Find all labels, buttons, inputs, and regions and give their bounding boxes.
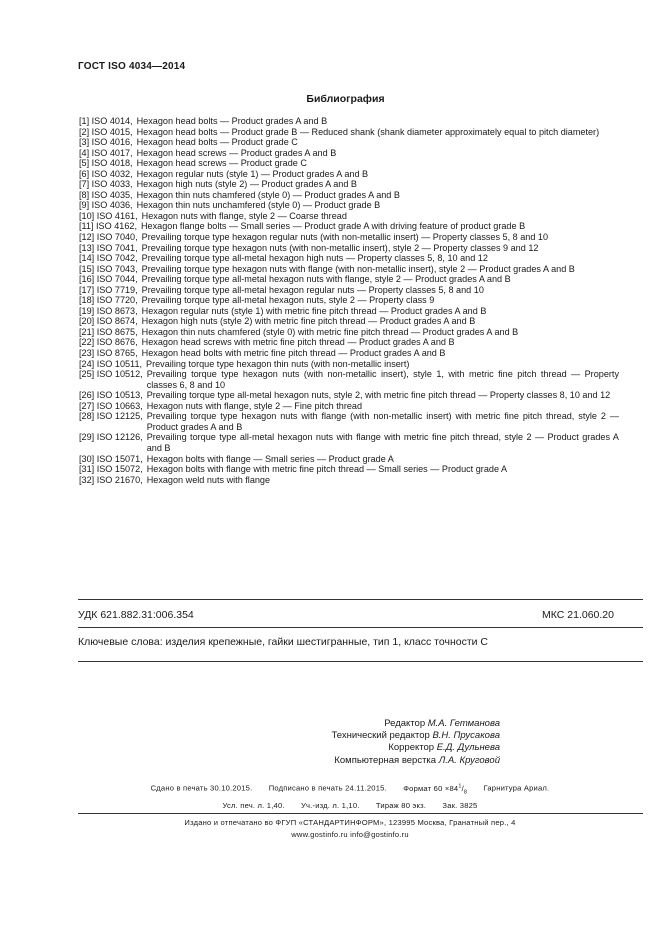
reference-number: [20] ISO 8674, [79,316,138,327]
bibliography-item [79,411,619,432]
bibliography-item [79,264,619,275]
document-code: ГОСТ ISO 4034—2014 [78,61,186,72]
reference-title: Hexagon thin nuts chamfered (style 0) — Product grades A and B [136,189,400,200]
editor-row [150,742,500,754]
divider [78,813,643,814]
publisher-block [70,817,630,841]
reference-number: [25] ISO 10512, [79,369,143,380]
bibliography-list [79,116,619,485]
editor-role: Технический редактор [331,730,430,742]
reference-number: [1] ISO 4014, [79,116,133,126]
reference-title: Prevailing torque type all-metal hexagon nuts with flange, style 2 — Product grades A and B [141,274,511,285]
reference-title: Hexagon head bolts — Product grade B — Reduced shank (shank diameter approximately equal to pitch diameter) [136,126,600,137]
editor-row [150,755,500,767]
reference-number: [22] ISO 8676, [79,337,138,348]
reference-title: Hexagon weld nuts with flange [146,474,271,485]
udk-code: УДК 621.882.31:006.354 [78,609,194,621]
reference-number: [10] ISO 4161, [79,210,138,221]
reference-number: [5] ISO 4018, [79,158,133,169]
reference-title: Prevailing torque type all-metal hexagon nuts, style 2, with metric fine pitch thread — Property classes 8, 10 and 12 [146,390,611,401]
divider [78,627,643,628]
email-link[interactable]: info@gostinfo.ru [350,830,409,839]
editor-row [150,718,500,730]
bibliography-item [79,243,619,254]
mks-code: МКС 21.060.20 [542,609,614,621]
bibliography-item [79,221,619,232]
bibliography-item [79,158,619,169]
order-number: Зак. 3825 [442,801,478,811]
editors-block [150,718,500,767]
reference-title: Prevailing torque type hexagon thin nuts (with non-metallic insert) [146,358,410,369]
reference-title: Hexagon head bolts with metric fine pitch thread — Product grades A and B [141,348,446,359]
editor-name: Л.А. Круговой [438,754,500,766]
publisher-address: Издано и отпечатано во ФГУП «СТАНДАРТИНФОРМ», 123995 Москва, Гранатный пер., 4 [184,818,516,827]
reference-title: Prevailing torque type all-metal hexagon nuts, style 2 — Property class 9 [141,295,435,306]
bibliography-item [79,148,619,159]
imprint-line-1 [70,780,630,799]
reference-number: [4] ISO 4017, [79,147,133,158]
reference-title: Hexagon thin nuts chamfered (style 0) with metric fine pitch thread — Product grades A and B [141,326,519,337]
bibliography-item [79,253,619,264]
reference-number: [15] ISO 7043, [79,263,138,274]
reference-number: [13] ISO 7041, [79,242,138,253]
bibliography-item [79,190,619,201]
bibliography-item [79,475,619,486]
reference-number: [3] ISO 4016, [79,137,133,148]
signed-publish: Подписано в печать 24.11.2015. [268,783,387,793]
bibliography-item [79,200,619,211]
reference-number: [31] ISO 15072, [79,464,143,475]
bibliography-item [79,454,619,465]
reference-number: [16] ISO 7044, [79,274,138,285]
bibliography-item [79,169,619,180]
bibliography-item [79,137,619,148]
bibliography-item [79,401,619,412]
reference-number: [28] ISO 12125, [79,411,143,422]
bibliography-item [79,337,619,348]
bibliography-item [79,432,619,453]
reference-number: [6] ISO 4032, [79,168,133,179]
print-sheets: Усл. печ. л. 1,40. [222,801,285,811]
bibliography-item [79,369,619,390]
imprint-block [70,780,630,812]
keywords: Ключевые слова: изделия крепежные, гайки шестигранные, тип 1, класс точности С [78,636,489,648]
editor-row [150,730,500,742]
reference-title: Prevailing torque type hexagon regular nuts (with non-metallic insert) — Property classes 5, 8 and 10 [141,232,549,243]
editor-name: М.А. Гетманова [427,718,500,729]
typeface: Гарнитура Ариал. [483,783,550,793]
reference-title: Hexagon head screws — Product grade C [136,158,307,169]
reference-title: Prevailing torque type all-metal hexagon regular nuts — Property classes 5, 8 and 10 [141,284,484,295]
reference-number: [12] ISO 7040, [79,232,138,243]
reference-number: [23] ISO 8765, [79,348,138,359]
editor-name: В.Н. Прусакова [432,730,500,742]
reference-number: [17] ISO 7719, [79,284,138,295]
reference-number: [30] ISO 15071, [79,453,143,464]
editor-name: Е.Д. Дульнева [436,742,500,754]
reference-title: Hexagon nuts with flange, style 2 — Fine pitch thread [146,400,363,411]
reference-number: [27] ISO 10663, [79,400,143,411]
bibliography-item [79,348,619,359]
reference-title: Hexagon bolts with flange — Small series — Product grade A [146,453,394,464]
reference-number: [29] ISO 12126, [79,432,143,443]
publisher-contacts [70,829,630,841]
bibliography-item [79,464,619,475]
reference-title: Hexagon bolts with flange with metric fine pitch thread — Small series — Product grade A [146,464,508,475]
reference-number: [7] ISO 4033, [79,179,133,190]
reference-number: [21] ISO 8675, [79,326,138,337]
circulation: Тираж 80 экз. [375,801,427,811]
reference-title: Prevailing torque type all-metal hexagon nuts with flange with metric fine pitch thread, style 2 — Product grades A and B [146,432,619,453]
bibliography-item [79,306,619,317]
reference-number: [2] ISO 4015, [79,126,133,137]
editor-role: Корректор [388,742,435,754]
reference-number: [11] ISO 4162, [79,221,137,232]
bibliography-item [79,359,619,370]
bibliography-item [79,211,619,222]
divider [78,661,643,662]
website-link[interactable]: www.gostinfo.ru [291,830,348,839]
bibliography-item [79,390,619,401]
imprint-line-2 [70,799,630,812]
reference-title: Prevailing torque type all-metal hexagon high nuts — Property classes 5, 8, 10 and 12 [141,253,488,264]
reference-title: Hexagon head bolts — Product grades A and B [136,116,328,126]
bibliography-item [79,295,619,306]
bibliography-item [79,285,619,296]
reference-title: Hexagon nuts with flange, style 2 — Coarse thread [141,210,347,221]
reference-title: Hexagon head bolts — Product grade C [136,137,298,148]
reference-number: [8] ISO 4035, [79,189,133,200]
reference-title: Hexagon flange bolts — Small series — Product grade A with driving feature of product grade B [140,221,526,232]
bibliography-item [79,127,619,138]
reference-number: [32] ISO 21670, [79,474,143,485]
pub-sheets: Уч.-изд. л. 1,10. [301,801,360,811]
reference-title: Prevailing torque type hexagon nuts (with non-metallic insert), style 2 — Property classes 9 and 12 [141,242,539,253]
reference-title: Hexagon head screws with metric fine pitch thread — Product grades A and B [141,337,455,348]
reference-number: [24] ISO 10511, [79,358,143,369]
reference-title: Hexagon head screws — Product grades A and B [136,147,337,158]
reference-title: Hexagon high nuts (style 2) with metric fine pitch thread — Product grades A and B [141,316,476,327]
bibliography-item [79,116,619,127]
bibliography-item [79,179,619,190]
editor-role: Редактор [384,718,426,729]
signed-print: Сдано в печать 30.10.2015. [150,783,253,793]
bibliography-item [79,327,619,338]
bibliography-item [79,316,619,327]
reference-title: Hexagon high nuts (style 2) — Product grades A and B [136,179,357,190]
reference-number: [18] ISO 7720, [79,295,138,306]
reference-title: Prevailing torque type hexagon nuts with flange (with non-metallic insert), style 2 — Product grades A and B [141,263,575,274]
reference-number: [14] ISO 7042, [79,253,138,264]
bibliography-item [79,232,619,243]
reference-title: Hexagon thin nuts unchamfered (style 0) — Product grade B [136,200,381,211]
reference-title: Prevailing torque type hexagon nuts (with non-metallic insert), style 1, with metric fine pitch thread — Property classes 6, 8 and 10 [146,369,619,390]
reference-number: [19] ISO 8673, [79,305,138,316]
reference-title: Prevailing torque type hexagon nuts with flange (with non-metallic insert) with metric fine pitch thread, style 2 — Product grades A and B [146,411,619,432]
reference-title: Hexagon regular nuts (style 1) with metric fine pitch thread — Product grades A and B [141,305,487,316]
reference-number: [9] ISO 4036, [79,200,133,211]
reference-number: [26] ISO 10513, [79,390,143,401]
divider [78,599,643,600]
reference-title: Hexagon regular nuts (style 1) — Product grades A and B [136,168,369,179]
editor-role: Компьютерная верстка [334,754,437,766]
format: Формат $60 \times 84^1/_8$ [403,783,468,796]
bibliography-title [0,93,661,105]
bibliography-title-text: Библиография [306,93,385,105]
bibliography-item [79,274,619,285]
